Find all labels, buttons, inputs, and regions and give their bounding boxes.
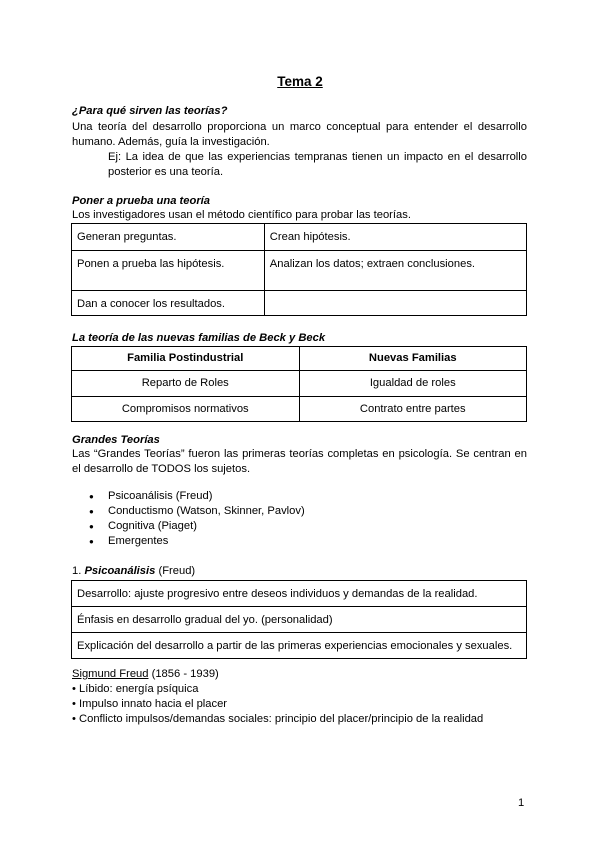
section-title: Psicoanálisis — [84, 565, 156, 577]
table-row — [72, 251, 527, 291]
page-number: 1 — [518, 797, 525, 809]
table-cell: Generan preguntas. — [72, 224, 265, 251]
section-heading-psychoanalysis — [72, 564, 195, 579]
method-steps-table — [71, 223, 527, 316]
table-cell: Crean hipótesis. — [264, 224, 526, 251]
section-author: (Freud) — [158, 565, 196, 577]
table-cell: Analizan los datos; extraen conclusiones. — [264, 251, 526, 291]
freud-heading — [72, 667, 219, 682]
freud-point: • Conflicto impulsos/demandas sociales: principio del placer/principio de la realidad — [72, 713, 484, 725]
table-cell: Dan a conocer los resultados. — [72, 291, 265, 316]
table-cell: Ponen a prueba las hipótesis. — [72, 251, 265, 291]
freud-point: • Líbido: energía psíquica — [72, 683, 199, 695]
list-item: ● Emergentes — [72, 534, 305, 549]
section-heading-testing: Poner a prueba una teoría — [72, 195, 211, 207]
grand-theories-paragraph: Las “Grandes Teorías” fueron las primeras teorías completas en psicología. Se centran en el desarrollo de TODOS los sujetos. — [72, 448, 527, 475]
table-cell: Explicación del desarrollo a partir de las primeras experiencias emocionales y sexuales. — [72, 633, 527, 659]
table-row — [72, 371, 527, 397]
table-cell: Contrato entre partes — [299, 397, 527, 422]
table-cell: Desarrollo: ajuste progresivo entre deseos individuos y demandas de la realidad. — [72, 581, 527, 607]
section-heading-purpose: ¿Para qué sirven las teorías? — [72, 105, 228, 117]
table-cell: Compromisos normativos — [72, 397, 300, 422]
freud-point: • Impulso innato hacia el placer — [72, 698, 228, 710]
section-heading-families: La teoría de las nuevas familias de Beck y Beck — [72, 332, 326, 344]
table-header: Familia Postindustrial — [72, 347, 300, 371]
table-header-row — [72, 347, 527, 371]
freud-years: (1856 - 1939) — [151, 668, 219, 680]
psychoanalysis-table — [71, 580, 527, 659]
table-row — [72, 397, 527, 422]
section-number: 1. — [72, 565, 82, 577]
list-item: ● Cognitiva (Piaget) — [72, 519, 305, 534]
table-row — [72, 607, 527, 633]
table-row — [72, 581, 527, 607]
families-table — [71, 346, 527, 422]
table-row — [72, 291, 527, 316]
table-header: Nuevas Familias — [299, 347, 527, 371]
section-heading-grand-theories: Grandes Teorías — [72, 434, 160, 446]
page-title: Tema 2 — [277, 74, 323, 89]
list-item: ● Conductismo (Watson, Skinner, Pavlov) — [72, 504, 305, 519]
example-paragraph: Ej: La idea de que las experiencias tempranas tienen un impacto en el desarrollo posterior es una teoría. — [108, 151, 527, 178]
theory-paragraph: Una teoría del desarrollo proporciona un marco conceptual para entender el desarrollo humano. Además, guía la investigación. — [72, 121, 527, 148]
list-item: ● Psicoanálisis (Freud) — [72, 489, 305, 504]
freud-name: Sigmund Freud — [72, 668, 149, 680]
table-cell — [264, 291, 526, 316]
table-cell: Énfasis en desarrollo gradual del yo. (personalidad) — [72, 607, 527, 633]
table-row — [72, 633, 527, 659]
method-paragraph: Los investigadores usan el método científico para probar las teorías. — [72, 209, 411, 221]
theories-list — [72, 489, 305, 549]
table-row — [72, 224, 527, 251]
table-cell: Igualdad de roles — [299, 371, 527, 397]
table-cell: Reparto de Roles — [72, 371, 300, 397]
